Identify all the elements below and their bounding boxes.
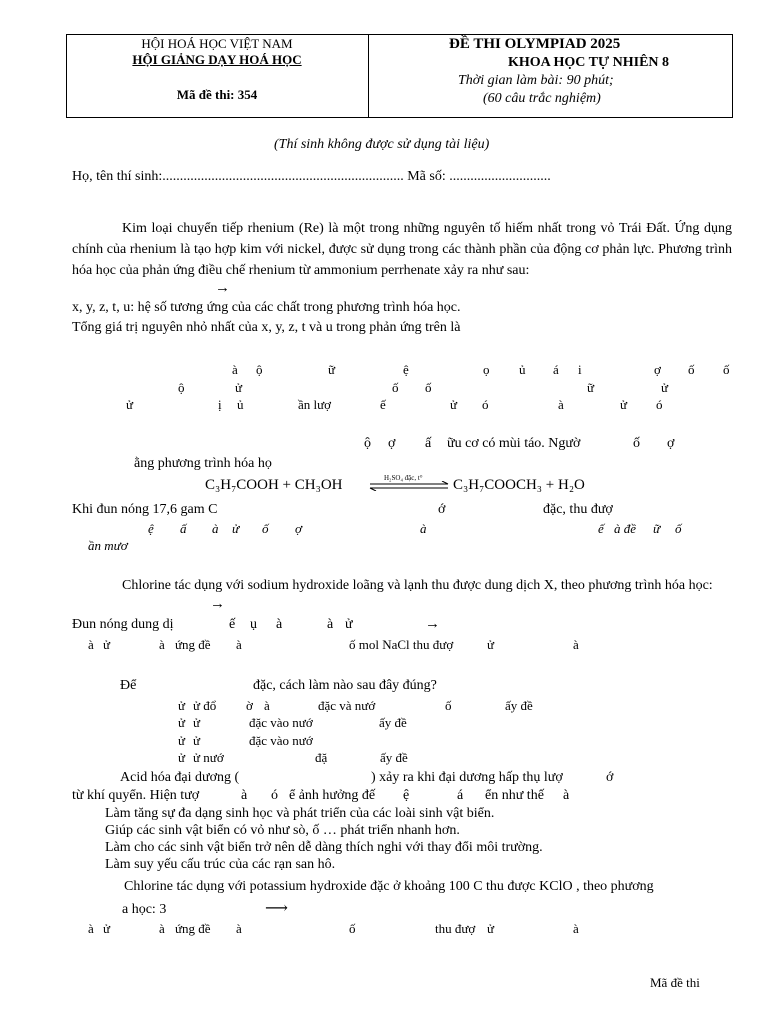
student-line: Họ, tên thí sinh:..................................................................... Mã số: ............................. — [72, 169, 551, 184]
q2-frag: á — [553, 362, 559, 377]
q6-option: Làm cho các sinh vật biển trở nên dễ dàng thích nghi với thay đổi môi trường. — [105, 840, 543, 855]
q2-frag: ử — [450, 397, 458, 412]
q6-option: Làm suy yếu cấu trúc của các rạn san hô. — [105, 857, 336, 872]
q5-frag: ử — [178, 733, 186, 748]
q6-frag: ển như thế — [485, 788, 544, 803]
q3-frag: à đề — [614, 521, 637, 536]
q5-frag: ấy đề — [379, 715, 407, 730]
q2-frag: ộ — [178, 380, 185, 395]
q6-frag: à — [241, 788, 248, 803]
q2-frag: ữ — [587, 380, 595, 395]
q4-arrow1: → — [210, 596, 225, 612]
q6-frag: ể ảnh hưởng đế — [289, 788, 376, 803]
q5-frag: ờ — [246, 698, 253, 713]
q3-frag: ế — [598, 521, 604, 536]
q3-frag: ệ — [148, 521, 154, 536]
q6-option: Làm tăng sự đa dạng sinh học và phát triển của các loài sinh vật biển. — [105, 806, 495, 821]
q3-frag: ử — [232, 521, 240, 536]
q2-frag: ử — [620, 397, 628, 412]
q3-frag: ố — [633, 436, 640, 451]
exam-title: ĐỀ THI OLYMPIAD 2025 — [449, 36, 621, 52]
q6-line1: Acid hóa đại dương ( — [120, 770, 240, 785]
question-count: (60 câu trắc nghiệm) — [483, 91, 601, 106]
q5-frag: à — [264, 698, 270, 713]
q2-frag: ố — [723, 362, 730, 377]
q6-line1b: ) xảy ra khi đại dương hấp thụ lượ — [371, 770, 563, 785]
q5-line1: đặc, cách làm nào sau đây đúng? — [253, 678, 437, 693]
q5-frag: Để — [120, 678, 137, 693]
q7-frag: à — [573, 921, 579, 936]
q5-frag: đặ — [315, 750, 328, 765]
q2-frag: i — [578, 362, 582, 377]
q5-frag: ấy đề — [380, 750, 408, 765]
q3-frag: ấ — [425, 436, 432, 451]
q7-arrow: ⟶ — [265, 900, 288, 917]
q2-frag: ọ — [483, 362, 490, 377]
q5-frag: ử — [178, 715, 186, 730]
q4-frag: ế — [229, 617, 236, 632]
equation-reactants: C₃H₇COOH + CH₃OH — [205, 477, 343, 493]
q3-frag: ợ — [295, 521, 302, 536]
q4-frag: ử — [487, 637, 495, 652]
q1-line1: x, y, z, t, u: hệ số tương ứng của các chất trong phương trình hóa học. — [72, 300, 461, 315]
q5-frag: ử đổ — [193, 698, 217, 713]
q2-frag: ị — [218, 397, 222, 412]
q3-frag: ữ — [653, 521, 661, 536]
q4-frag: ứng đề — [175, 637, 211, 652]
q6-option: Giúp các sinh vật biển có vỏ như sò, ố … phát triển nhanh hơn. — [105, 823, 460, 838]
q4-frag: à — [236, 637, 242, 652]
q5-frag: ử — [178, 698, 186, 713]
q3-frag: ộ — [364, 436, 371, 451]
org-sub: HỘI GIẢNG DẠY HOÁ HỌC — [132, 52, 302, 67]
q2-frag: ố — [392, 380, 399, 395]
q3-line3: Khi đun nóng 17,6 gam C — [72, 502, 218, 517]
q1-arrow: → — [215, 280, 230, 296]
q6-frag: ệ — [403, 788, 410, 803]
equation-products: C₃H₇COOCH₃ + H₂O — [453, 477, 585, 493]
q7-paragraph: Chlorine tác dụng với potassium hydroxide đặc ở khoảng 100 C thu được KClO , theo phương — [124, 879, 654, 894]
q4-frag: ụ — [250, 617, 257, 632]
q2-frag: ố — [425, 380, 432, 395]
q3-frag: ố — [262, 521, 269, 536]
q6-frag: à — [563, 788, 570, 803]
q3-frag: ấ — [180, 521, 187, 536]
q2-frag: ế — [380, 397, 386, 412]
q3-line2: ằng phương trình hóa họ — [134, 456, 272, 471]
q1-paragraph: Kim loại chuyển tiếp rhenium (Re) là một trong những nguyên tố hiếm nhất trong vỏ Trái Đất. Ứng dụng chính của rhenium là tạo hợp kim với nickel, được sử dụng trong các thành phần của động cơ phản lực. Phương trình hóa học của phản ứng điều chế rhenium từ ammonium perrhenate xảy ra như sau: — [72, 221, 732, 278]
q4-frag: à — [573, 637, 579, 652]
q2-frag: ủ — [519, 362, 526, 377]
q4-arrow2: → — [425, 616, 440, 632]
q3-line5: ần mươ — [88, 538, 128, 553]
footer-code: Mã đề thi — [650, 975, 700, 990]
q7-line2: a học: 3 — [122, 902, 167, 917]
exam-subject: KHOA HỌC TỰ NHIÊN 8 — [508, 55, 670, 70]
q5-frag: đặc và nướ — [318, 698, 376, 713]
q4-frag: à — [327, 617, 334, 632]
q7-frag: à — [236, 921, 242, 936]
q2-frag: ử — [235, 380, 243, 395]
q2-frag: ủ — [237, 397, 244, 412]
q3-frag: ố — [675, 521, 682, 536]
q2-frag: ợ — [654, 362, 661, 377]
q7-frag: à — [88, 921, 94, 936]
q2-frag: ó — [482, 397, 489, 412]
q3-frag: đặc, thu đượ — [543, 502, 613, 517]
q6-frag: á — [457, 788, 464, 803]
q7-frag: ố — [349, 921, 356, 936]
equilibrium-arrow-icon — [368, 481, 450, 491]
q4-frag: ử — [345, 617, 353, 632]
q6-line2: từ khí quyển. Hiện tượ — [72, 788, 200, 803]
q3-frag: ợ — [388, 436, 396, 451]
q5-frag: ấy đề — [505, 698, 533, 713]
q1-line2: Tổng giá trị nguyên nhỏ nhất của x, y, z, t và u trong phản ứng trên là — [72, 320, 461, 335]
q7-frag: ứng đề — [175, 921, 211, 936]
q6-frag: ó — [271, 788, 278, 803]
q3-frag: ợ — [667, 436, 675, 451]
q5-frag: ử — [193, 715, 201, 730]
q2-frag: ử — [661, 380, 669, 395]
q4-paragraph: Chlorine tác dụng với sodium hydroxide loãng và lạnh thu được dung dịch X, theo phương trình hóa học: — [122, 578, 713, 593]
q5-frag: ử — [193, 733, 201, 748]
q4-frag: à — [159, 637, 165, 652]
q4-frag: à — [276, 617, 283, 632]
header-divider — [368, 34, 369, 118]
notice: (Thí sinh không được sử dụng tài liệu) — [274, 137, 490, 152]
q6-frag: ớ — [606, 770, 614, 785]
q3-frag: à — [212, 521, 219, 536]
q4-frag: ố mol NaCl thu đượ — [349, 637, 454, 652]
q2-frag: ộ — [256, 362, 263, 377]
q5-frag: ử nướ — [193, 750, 224, 765]
q2-frag: ữ — [328, 362, 336, 377]
q5-frag: đặc vào nướ — [249, 715, 313, 730]
exam-time: Thời gian làm bài: 90 phút; — [458, 73, 614, 88]
q2-frag: ố — [688, 362, 695, 377]
q5-frag: ử — [178, 750, 186, 765]
q4-line2: Đun nóng dung dị — [72, 617, 174, 632]
org-name: HỘI HOÁ HỌC VIỆT NAM — [141, 36, 293, 51]
exam-code: Mã đề thi: 354 — [176, 87, 258, 102]
q7-frag: ử — [487, 921, 495, 936]
q5-frag: ố — [445, 698, 452, 713]
q2-frag: ần lượ — [298, 397, 332, 412]
q2-frag: à — [232, 362, 238, 377]
q2-frag: ó — [656, 397, 663, 412]
q5-frag: đặc vào nướ — [249, 733, 313, 748]
q7-frag: thu đượ — [435, 921, 476, 936]
equation-condition: H₂SO₄ đặc, t° — [384, 474, 423, 482]
q4-frag: à — [88, 637, 94, 652]
q4-frag: ử — [103, 637, 111, 652]
q3-text: ữu cơ có mùi táo. Ngườ — [447, 436, 581, 451]
q2-frag: ệ — [403, 362, 409, 377]
q2-frag: ử — [126, 397, 134, 412]
q3-frag: ớ — [438, 502, 446, 517]
q7-frag: à — [159, 921, 165, 936]
q2-frag: à — [558, 397, 564, 412]
q3-frag: à — [420, 521, 427, 536]
q7-frag: ử — [103, 921, 111, 936]
